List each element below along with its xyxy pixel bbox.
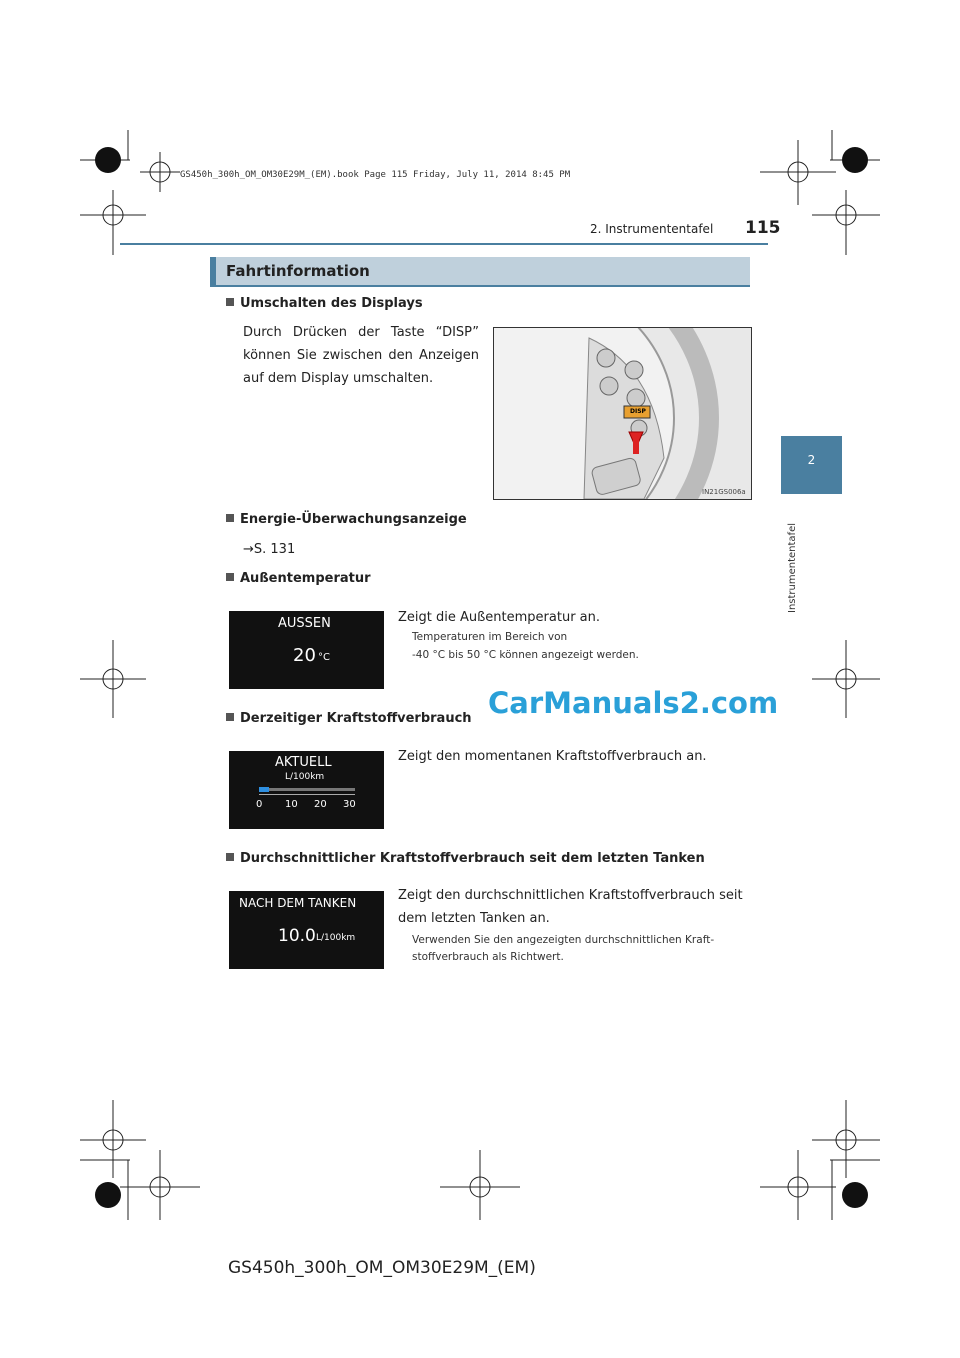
header-rule bbox=[120, 243, 768, 245]
scale-line bbox=[259, 794, 355, 795]
section-title: Fahrtinformation bbox=[210, 257, 750, 287]
display-nach-dem-tanken bbox=[229, 891, 384, 969]
display-aussen-value: 20 bbox=[293, 645, 316, 666]
display-aussen-unit: °C bbox=[318, 652, 330, 663]
chapter-tab: 2 bbox=[781, 436, 842, 494]
heading-umschalten: Umschalten des Displays bbox=[226, 296, 423, 311]
disp-button-label: DISP bbox=[630, 408, 646, 415]
scale-label-20: 20 bbox=[314, 799, 327, 810]
chapter-heading: 2. Instrumententafel bbox=[590, 222, 714, 236]
display-aktuell bbox=[229, 751, 384, 829]
display-aussen bbox=[229, 611, 384, 689]
display-tanken-title: NACH DEM TANKEN bbox=[239, 896, 357, 910]
text-durchschnitt-1: Zeigt den durchschnittlichen Kraftstoffverbrauch seit bbox=[398, 888, 743, 903]
scale-label-10: 10 bbox=[285, 799, 298, 810]
heading-energie: Energie-Überwachungsanzeige bbox=[226, 512, 467, 527]
page-number: 115 bbox=[745, 218, 781, 238]
note-aussen-2: -40 °C bis 50 °C können angezeigt werden. bbox=[412, 649, 639, 661]
scale-label-0: 0 bbox=[256, 799, 263, 810]
watermark: CarManuals2.com bbox=[488, 686, 779, 720]
steering-wheel-illustration bbox=[493, 327, 752, 500]
display-aussen-title: AUSSEN bbox=[278, 616, 331, 631]
figure-code: IN21GS006a bbox=[702, 488, 746, 496]
heading-durchschnitt: Durchschnittlicher Kraftstoffverbrauch seit dem letzten Tanken bbox=[226, 851, 705, 866]
book-info-line: GS450h_300h_OM_OM30E29M_(EM).book Page 115 Friday, July 11, 2014 8:45 PM bbox=[180, 170, 571, 180]
heading-derzeitiger: Derzeitiger Kraftstoffverbrauch bbox=[226, 711, 472, 726]
text-durchschnitt-2: dem letzten Tanken an. bbox=[398, 911, 550, 926]
steering-wheel-drawing bbox=[494, 328, 751, 499]
note-durchschnitt-1: Verwenden Sie den angezeigten durchschnittlichen Kraft- bbox=[412, 934, 715, 946]
display-aktuell-title: AKTUELL bbox=[275, 755, 332, 770]
display-tanken-unit: L/100km bbox=[316, 933, 356, 943]
consumption-bar bbox=[259, 787, 269, 792]
note-aussen-1: Temperaturen im Bereich von bbox=[412, 631, 568, 643]
reference-energie: →S. 131 bbox=[243, 542, 296, 557]
footer-document-code: GS450h_300h_OM_OM30E29M_(EM) bbox=[228, 1258, 536, 1278]
heading-aussentemperatur: Außentemperatur bbox=[226, 571, 371, 586]
display-tanken-value: 10.0 bbox=[278, 926, 316, 946]
scale-label-30: 30 bbox=[343, 799, 356, 810]
display-aktuell-unit: L/100km bbox=[285, 772, 325, 782]
chapter-tab-label: Instrumententafel bbox=[787, 522, 798, 613]
text-derzeitiger: Zeigt den momentanen Kraftstoffverbrauch an. bbox=[398, 749, 707, 764]
text-umschalten: Durch Drücken der Taste “DISP” können Sie zwischen den Anzeigen auf dem Display umschalten. bbox=[243, 325, 479, 386]
note-durchschnitt-2: stoffverbrauch als Richtwert. bbox=[412, 951, 564, 963]
consumption-track bbox=[259, 788, 355, 791]
text-aussentemperatur: Zeigt die Außentemperatur an. bbox=[398, 610, 601, 625]
